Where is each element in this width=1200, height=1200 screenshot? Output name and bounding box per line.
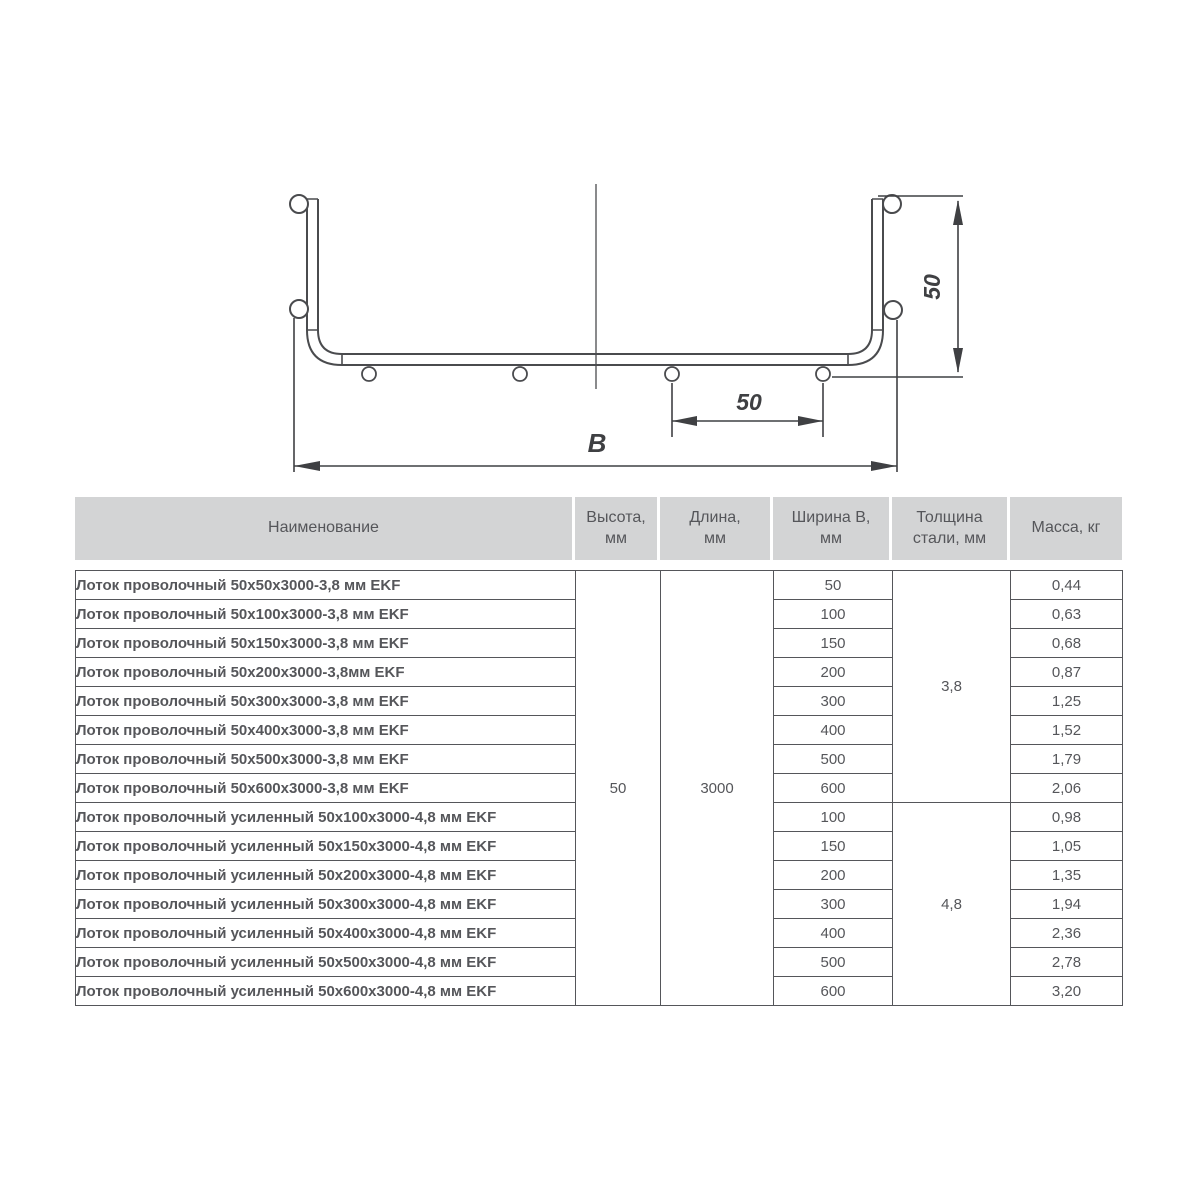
product-name: Лоток проволочный 50х300х3000-3,8 мм EKF: [76, 687, 576, 716]
product-name: Лоток проволочный 50х500х3000-3,8 мм EKF: [76, 745, 576, 774]
tray-cross-section-drawing: [250, 160, 1000, 490]
product-name: Лоток проволочный 50х600х3000-3,8 мм EKF: [76, 774, 576, 803]
mass-value: 2,36: [1011, 919, 1123, 948]
tray-outline-inner: [318, 199, 872, 354]
product-name: Лоток проволочный 50х100х3000-3,8 мм EKF: [76, 600, 576, 629]
width-value: 400: [774, 919, 893, 948]
arrow-left-icon: [672, 416, 697, 426]
product-name: Лоток проволочный 50х200х3000-3,8мм EKF: [76, 658, 576, 687]
width-value: 600: [774, 774, 893, 803]
mass-value: 1,52: [1011, 716, 1123, 745]
header-length: Длина, мм: [660, 497, 773, 560]
product-name: Лоток проволочный усиленный 50х300х3000-4,8 мм EKF: [76, 890, 576, 919]
side-wire-ring: [884, 301, 902, 319]
length-value: 3000: [661, 571, 774, 1006]
spec-table-header: [75, 497, 1122, 560]
product-name: Лоток проволочный 50х150х3000-3,8 мм EKF: [76, 629, 576, 658]
mass-value: 1,05: [1011, 832, 1123, 861]
header-name: Наименование: [75, 497, 575, 560]
bottom-wire-ring: [816, 367, 830, 381]
width-value: 500: [774, 745, 893, 774]
product-name: Лоток проволочный усиленный 50х100х3000-4,8 мм EKF: [76, 803, 576, 832]
spacing-dim-label: 50: [736, 389, 762, 415]
header-thickness: Толщина стали, мм: [892, 497, 1010, 560]
header-mass: Масса, кг: [1010, 497, 1122, 560]
width-value: 500: [774, 948, 893, 977]
width-value: 150: [774, 629, 893, 658]
thickness-value: 3,8: [893, 571, 1011, 803]
mass-value: 1,79: [1011, 745, 1123, 774]
mass-value: 1,35: [1011, 861, 1123, 890]
spec-table-body: [75, 570, 1123, 1006]
width-value: 600: [774, 977, 893, 1006]
width-value: 300: [774, 687, 893, 716]
product-name: Лоток проволочный усиленный 50х500х3000-4,8 мм EKF: [76, 948, 576, 977]
arrow-up-icon: [953, 200, 963, 225]
width-value: 50: [774, 571, 893, 600]
width-value: 400: [774, 716, 893, 745]
product-name: Лоток проволочный 50х50х3000-3,8 мм EKF: [76, 571, 576, 600]
arrow-right-icon: [798, 416, 823, 426]
product-name: Лоток проволочный усиленный 50х150х3000-4,8 мм EKF: [76, 832, 576, 861]
side-wire-ring: [883, 195, 901, 213]
width-value: 300: [774, 890, 893, 919]
side-wire-ring: [290, 300, 308, 318]
bottom-wire-ring: [665, 367, 679, 381]
mass-value: 0,87: [1011, 658, 1123, 687]
arrow-right-icon: [871, 461, 897, 471]
arrow-down-icon: [953, 348, 963, 373]
mass-value: 0,68: [1011, 629, 1123, 658]
height-dim-label: 50: [919, 274, 945, 300]
header-width: Ширина В, мм: [773, 497, 892, 560]
mass-value: 3,20: [1011, 977, 1123, 1006]
table-row: [76, 571, 1123, 600]
mass-value: 2,06: [1011, 774, 1123, 803]
header-height: Высота, мм: [575, 497, 660, 560]
product-name: Лоток проволочный усиленный 50х400х3000-4,8 мм EKF: [76, 919, 576, 948]
mass-value: 0,63: [1011, 600, 1123, 629]
width-value: 200: [774, 658, 893, 687]
width-value: 100: [774, 803, 893, 832]
mass-value: 0,98: [1011, 803, 1123, 832]
side-wire-ring: [290, 195, 308, 213]
tray-outline-outer: [307, 199, 883, 365]
width-value: 200: [774, 861, 893, 890]
width-dim-label: B: [587, 428, 607, 458]
spacing-dimension: [672, 383, 823, 437]
product-name: Лоток проволочный усиленный 50х600х3000-4,8 мм EKF: [76, 977, 576, 1006]
arrow-left-icon: [294, 461, 320, 471]
width-value: 150: [774, 832, 893, 861]
height-value: 50: [576, 571, 661, 1006]
product-name: Лоток проволочный 50х400х3000-3,8 мм EKF: [76, 716, 576, 745]
bottom-wire-ring: [362, 367, 376, 381]
width-value: 100: [774, 600, 893, 629]
bottom-wire-ring: [513, 367, 527, 381]
thickness-value: 4,8: [893, 803, 1011, 1006]
spec-table: [75, 497, 1122, 1006]
mass-value: 0,44: [1011, 571, 1123, 600]
product-name: Лоток проволочный усиленный 50х200х3000-4,8 мм EKF: [76, 861, 576, 890]
mass-value: 1,94: [1011, 890, 1123, 919]
mass-value: 2,78: [1011, 948, 1123, 977]
bend-tangent-ticks: [307, 330, 883, 365]
mass-value: 1,25: [1011, 687, 1123, 716]
